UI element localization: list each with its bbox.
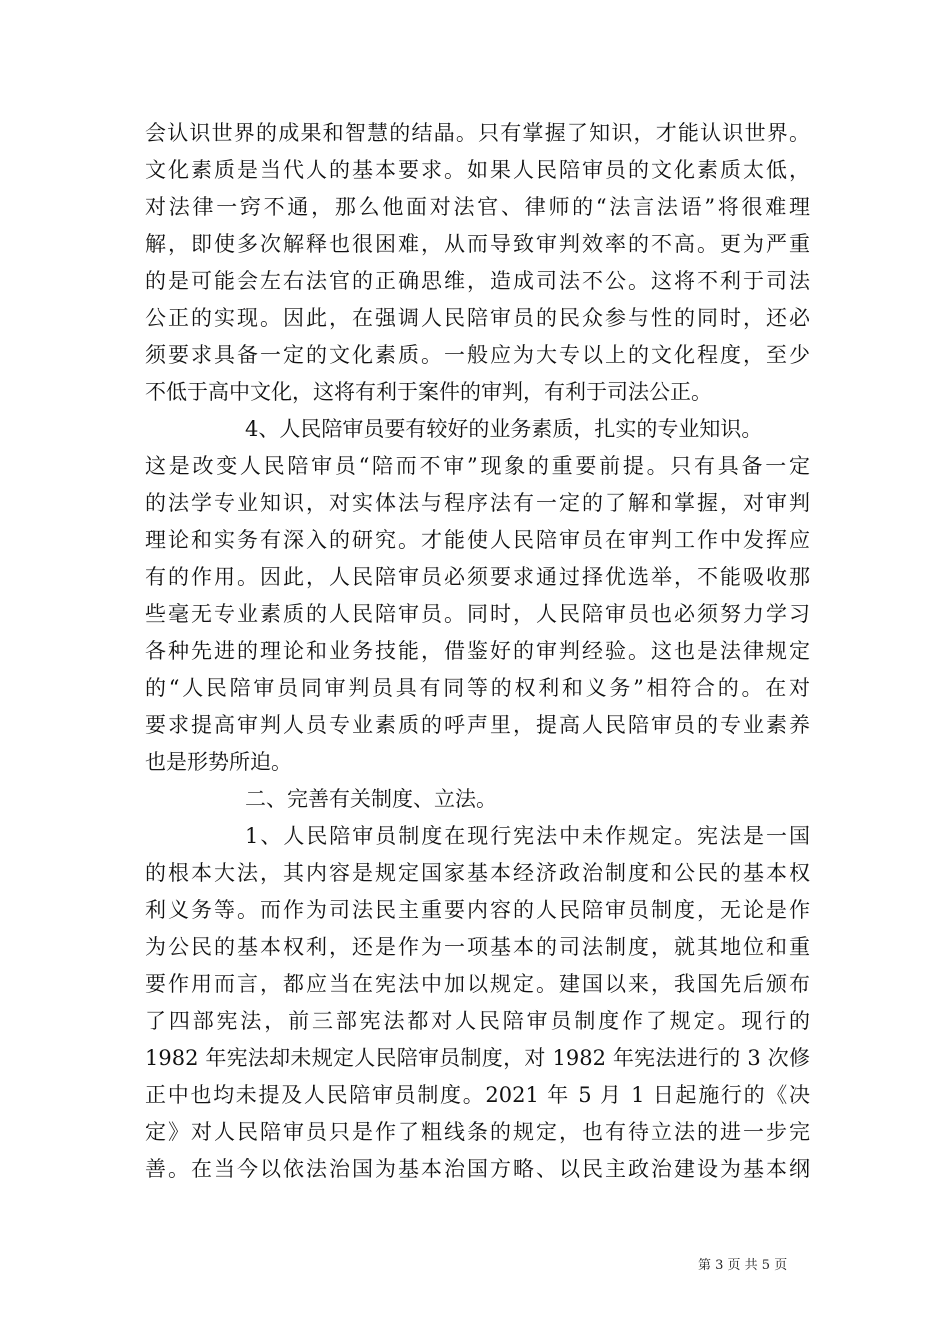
text-line: 利义务等。而作为司法民主重要内容的人民陪审员制度，无论是作 <box>145 898 810 922</box>
text-line: 也是形势所迫。 <box>145 750 292 774</box>
text-line: 善。在当今以依法治国为基本治国方略、以民主政治建设为基本纲 <box>145 1157 810 1181</box>
text-line: 这是改变人民陪审员“陪而不审”现象的重要前提。只有具备一定 <box>145 454 810 478</box>
text-line: 正中也均未提及人民陪审员制度。2021 年 5 月 1 日起施行的《决 <box>145 1083 810 1107</box>
text-line: 要求提高审判人员专业素质的呼声里，提高人民陪审员的专业素养 <box>145 713 810 737</box>
text-line: 文化素质是当代人的基本要求。如果人民陪审员的文化素质太低， <box>145 158 810 182</box>
text-line: 解，即使多次解释也很困难，从而导致审判效率的不高。更为严重 <box>145 232 810 256</box>
text-line: 对法律一窍不通，那么他面对法官、律师的“法言法语”将很难理 <box>145 195 810 219</box>
text-line: 些毫无专业素质的人民陪审员。同时，人民陪审员也必须努力学习 <box>145 602 810 626</box>
text-line: 的是可能会左右法官的正确思维，造成司法不公。这将不利于司法 <box>145 269 810 293</box>
text-line: 公正的实现。因此，在强调人民陪审员的民众参与性的同时，还必 <box>145 306 810 330</box>
text-line: 各种先进的理论和业务技能，借鉴好的审判经验。这也是法律规定 <box>145 639 810 663</box>
text-line: 不低于高中文化，这将有利于案件的审判，有利于司法公正。 <box>145 380 712 404</box>
document-body <box>145 115 810 1188</box>
text-line: 1、人民陪审员制度在现行宪法中未作规定。宪法是一国 <box>245 824 810 848</box>
text-line: 须要求具备一定的文化素质。一般应为大专以上的文化程度，至少 <box>145 343 810 367</box>
text-line: 4、人民陪审员要有较好的业务素质，扎实的专业知识。 <box>245 417 763 441</box>
text-line: 定》对人民陪审员只是作了粗线条的规定，也有待立法的进一步完 <box>145 1120 810 1144</box>
text-line: 的“人民陪审员同审判员具有同等的权利和义务”相符合的。在对 <box>145 676 810 700</box>
text-line: 要作用而言，都应当在宪法中加以规定。建国以来，我国先后颁布 <box>145 972 810 996</box>
page-number-footer: 第 3 页 共 5 页 <box>698 1258 788 1273</box>
text-line: 理论和实务有深入的研究。才能使人民陪审员在审判工作中发挥应 <box>145 528 810 552</box>
text-line: 了四部宪法，前三部宪法都对人民陪审员制度作了规定。现行的 <box>145 1009 810 1033</box>
text-line: 的法学专业知识，对实体法与程序法有一定的了解和掌握，对审判 <box>145 491 810 515</box>
text-line: 二、完善有关制度、立法。 <box>245 787 497 811</box>
text-line: 为公民的基本权利，还是作为一项基本的司法制度，就其地位和重 <box>145 935 810 959</box>
text-line: 会认识世界的成果和智慧的结晶。只有掌握了知识，才能认识世界。 <box>145 121 810 145</box>
text-line: 有的作用。因此，人民陪审员必须要求通过择优选举，不能吸收那 <box>145 565 810 589</box>
text-line: 的根本大法，其内容是规定国家基本经济政治制度和公民的基本权 <box>145 861 810 885</box>
text-line: 1982 年宪法却未规定人民陪审员制度，对 1982 年宪法进行的 3 次修 <box>145 1046 810 1070</box>
